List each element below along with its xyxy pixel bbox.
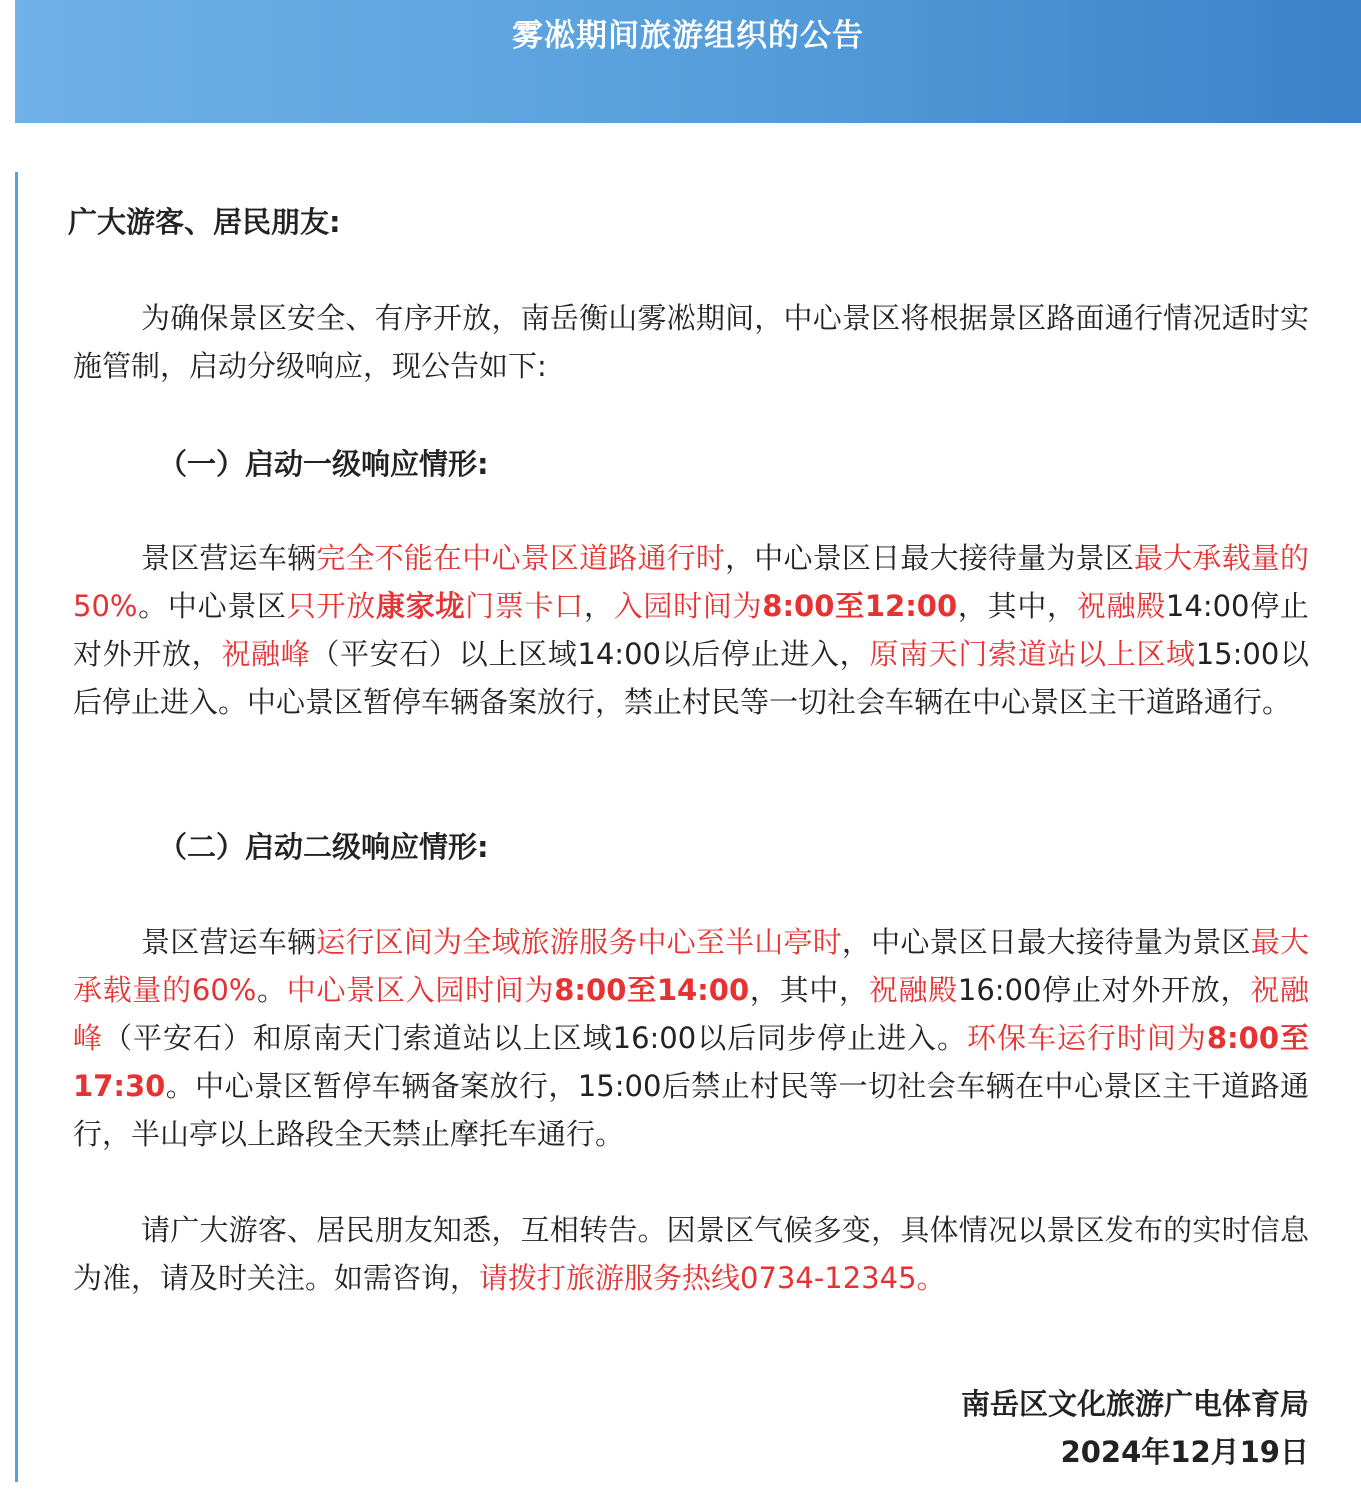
title-banner	[15, 0, 1361, 123]
section2-highlight: 祝融殿	[868, 973, 958, 1007]
section1-highlight: 祝融峰	[221, 637, 311, 671]
greeting: 广大游客、居民朋友:	[68, 205, 341, 239]
section2-highlight: 环保车运行时间为	[967, 1021, 1207, 1055]
section1-text: 15:00以后停止进入。中心景区暂停车辆备案放行，禁止村民等一切社会车辆在中心景区主干道路通行。	[73, 637, 1309, 719]
intro-paragraph: 为确保景区安全、有序开放，南岳衡山雾凇期间，中心景区将根据景区路面通行情况适时实施管制，启动分级响应，现公告如下:	[73, 301, 1309, 383]
section2-text: ，中心景区日最大接待量为景区	[841, 925, 1251, 959]
section2-text: （平安石）和原南天门索道站以上区域16:00以后同步停止进入。	[102, 1021, 968, 1055]
section2-shuttle-time: 8:00至17:30	[73, 1021, 1309, 1103]
section1-highlight-bold: 康家垅	[375, 589, 466, 623]
section1-highlight: 门票卡口	[465, 589, 584, 623]
section2-text: 。中心景区暂停车辆备案放行，15:00后禁止村民等一切社会车辆在中心景区主干道路通行，半山亭以上路段全天禁止摩托车通行。	[73, 1069, 1309, 1151]
closing-text: 请广大游客、居民朋友知悉，互相转告。因景区气候多变，具体情况以景区发布的实时信息为准，请及时关注。如需咨询，	[73, 1213, 1309, 1295]
section1-highlight: 完全不能在中心景区道路通行时	[316, 541, 726, 575]
closing-paragraph	[73, 1206, 1309, 1302]
section1-text: ，	[583, 589, 614, 623]
section1-highlight: 祝融殿	[1076, 589, 1166, 623]
section2-highlight: 中心景区入园时间为	[286, 973, 555, 1007]
section1-highlight: 最大承载量的50%	[73, 541, 1309, 623]
section2-text: 16:00停止对外开放，	[957, 973, 1251, 1007]
section2-entry-time: 8:00至14:00	[554, 973, 750, 1007]
section1-text: （平安石）以上区域14:00以后停止进入，	[310, 637, 870, 671]
section2-heading: （二）启动二级响应情形:	[158, 830, 489, 864]
signature-organization: 南岳区文化旅游广电体育局	[960, 1387, 1309, 1421]
section1-text: 。中心景区	[137, 589, 287, 623]
left-border-line	[15, 172, 18, 1482]
section2-highlight: 祝融峰	[73, 973, 1309, 1055]
section1-highlight: 只开放	[286, 589, 376, 623]
section2-paragraph	[73, 918, 1309, 1158]
section1-highlight: 入园时间为	[613, 589, 763, 623]
section2-highlight: 运行区间为全域旅游服务中心至半山亭时	[316, 925, 842, 959]
section1-text: ，其中，	[957, 589, 1077, 623]
section2-text: 。	[256, 973, 287, 1007]
section1-text: 14:00停止对外开放，	[73, 589, 1309, 671]
section1-text: 景区营运车辆	[141, 541, 317, 575]
section1-text: ，中心景区日最大接待量为景区	[725, 541, 1134, 575]
section1-heading: （一）启动一级响应情形:	[158, 447, 489, 481]
section1-entry-time: 8:00至12:00	[762, 589, 958, 623]
page-title: 雾凇期间旅游组织的公告	[512, 18, 864, 54]
section2-highlight: 最大承载量的60%	[73, 925, 1309, 1007]
section1-highlight: 原南天门索道站以上区域	[869, 637, 1196, 671]
section2-text: ，其中，	[749, 973, 869, 1007]
signature-date: 2024年12月19日	[1060, 1435, 1309, 1469]
hotline-text: 请拨打旅游服务热线0734-12345。	[479, 1261, 946, 1295]
section1-paragraph	[73, 534, 1309, 726]
section2-text: 景区营运车辆	[141, 925, 317, 959]
